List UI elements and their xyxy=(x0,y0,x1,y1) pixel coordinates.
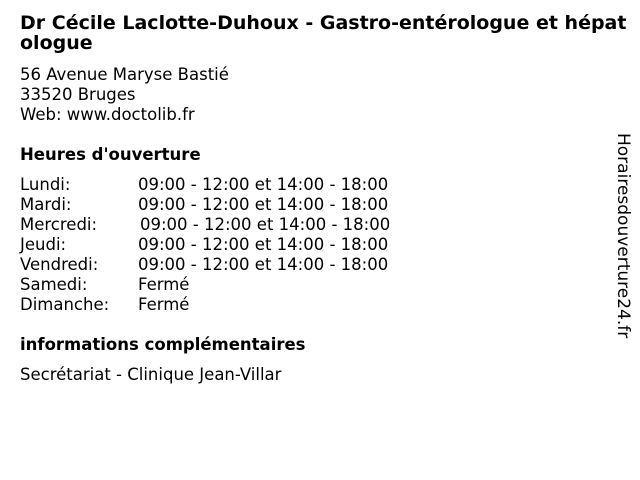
day-hours: 09:00 - 12:00 et 14:00 - 18:00 xyxy=(140,215,391,234)
address-street: 56 Avenue Maryse Bastié xyxy=(20,65,229,84)
day-label: Jeudi: xyxy=(20,235,67,254)
day-label: Samedi: xyxy=(20,275,88,294)
day-hours: 09:00 - 12:00 et 14:00 - 18:00 xyxy=(138,175,389,194)
day-hours: 09:00 - 12:00 et 14:00 - 18:00 xyxy=(138,235,389,254)
site-watermark: Horairesdouverture24.fr xyxy=(613,133,633,339)
day-label: Lundi: xyxy=(20,175,71,194)
opening-hours-heading: Heures d'ouverture xyxy=(20,145,201,164)
address-block xyxy=(20,65,229,125)
day-hours: Fermé xyxy=(138,275,190,294)
day-label: Mercredi: xyxy=(20,215,98,234)
additional-info-heading: informations complémentaires xyxy=(20,335,306,354)
day-label: Dimanche: xyxy=(20,295,110,314)
page-title: Dr Cécile Laclotte-Duhoux - Gastro-entérologue et hépatologue xyxy=(20,12,627,54)
day-hours: 09:00 - 12:00 et 14:00 - 18:00 xyxy=(138,255,389,274)
day-hours: 09:00 - 12:00 et 14:00 - 18:00 xyxy=(138,195,389,214)
day-label: Vendredi: xyxy=(20,255,99,274)
address-web: Web: www.doctolib.fr xyxy=(20,105,195,124)
address-city: 33520 Bruges xyxy=(20,85,136,104)
day-label: Mardi: xyxy=(20,195,72,214)
additional-info-text: Secrétariat - Clinique Jean-Villar xyxy=(20,365,282,384)
day-hours: Fermé xyxy=(138,295,190,314)
